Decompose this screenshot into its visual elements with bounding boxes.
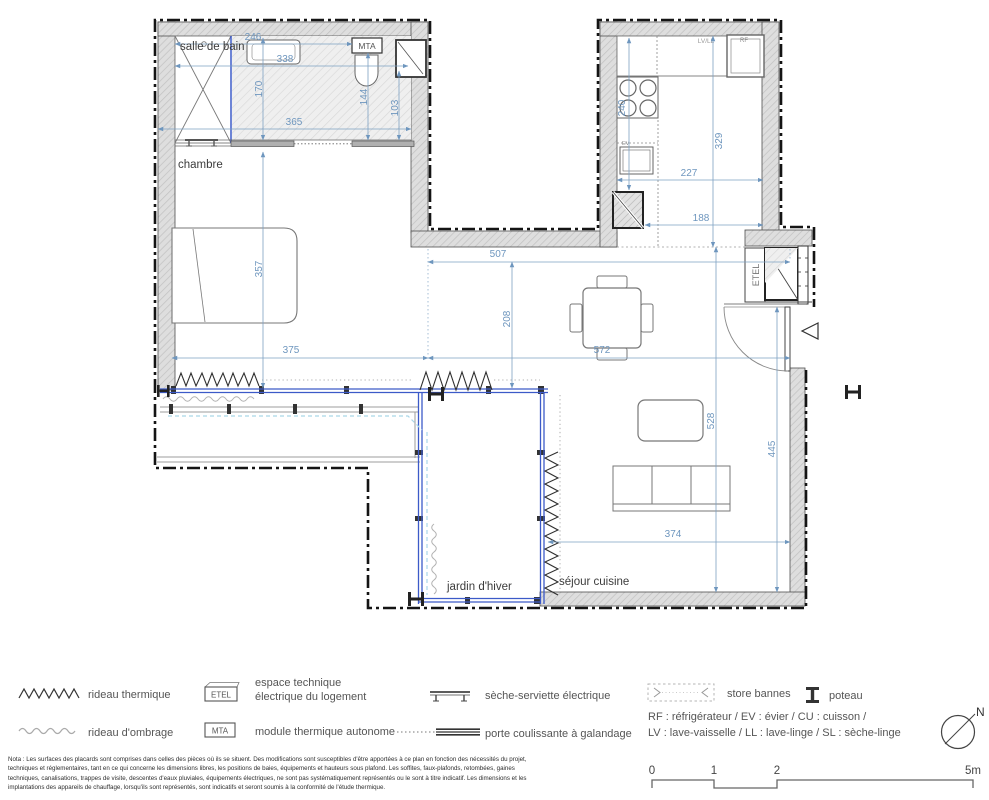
toilet-icon: [355, 55, 378, 86]
scale-0: 0: [648, 765, 656, 777]
scale-bar: [645, 762, 989, 796]
shade-curtains: [163, 397, 436, 594]
north-label: N: [976, 705, 985, 719]
legend-poteau: poteau: [829, 690, 863, 702]
dim-144: 144: [359, 88, 370, 106]
dim-170: 170: [254, 80, 265, 98]
entrance-arrow-icon: [802, 323, 818, 339]
dim-240: 240: [617, 99, 628, 117]
kitchen: [613, 35, 764, 247]
legend-porte-coulissante: porte coulissante à galandage: [485, 728, 632, 740]
abbreviation-line-1: RF : réfrigérateur / EV : évier / CU : cuisson /: [648, 711, 867, 723]
dim-375: 375: [282, 345, 300, 356]
dim-338: 338: [276, 54, 294, 65]
post-icon: [845, 385, 861, 399]
dim-227: 227: [680, 168, 698, 179]
sliding-door-legend-icon: [396, 726, 484, 738]
nota-line-2: techniques et réglementaires, tant en ce qui concerne les dimensions libres, les positions de baies, équipements et hauteurs sous plafond. Les soffites, faux-plafonds, retombées, gaines: [8, 765, 515, 773]
balcony: [157, 407, 420, 462]
etel-legend-icon: [203, 681, 243, 703]
sofa-icon: [613, 466, 730, 511]
legend-rideau-thermique: rideau thermique: [88, 689, 171, 701]
abbreviations: [648, 709, 901, 741]
dining-table-icon: [570, 276, 653, 360]
post-icon: [408, 592, 424, 606]
wall-alcove-top: [745, 230, 812, 246]
ev-label: EV: [622, 141, 630, 147]
duct-shaft-icon: [613, 192, 643, 228]
coffee-table-icon: [638, 400, 703, 441]
shade-curtain-legend-icon: [18, 725, 82, 737]
dim-365: 365: [285, 117, 303, 128]
room-label-jardin-dhiver: jardin d'hiver: [447, 581, 512, 593]
shade-curtain-icon: [163, 397, 254, 402]
door-swing-arc: [724, 307, 788, 371]
legend-rideau-ombrage: rideau d'ombrage: [88, 727, 174, 739]
legend-etel-desc: espace technique électrique du logement: [255, 677, 367, 703]
legend-seche-serviette: sèche-serviette électrique: [485, 690, 611, 702]
posts: [157, 385, 861, 606]
dim-329: 329: [714, 132, 725, 150]
glazing: [160, 389, 548, 604]
mta-legend-label: MTA: [211, 726, 229, 736]
dim-528: 528: [706, 412, 717, 430]
sink-icon: [620, 147, 653, 174]
scale-1: 1: [710, 765, 718, 777]
legend-mta-desc: module thermique autonome: [255, 726, 396, 738]
towel-dryer-legend-icon: [428, 687, 474, 703]
room-label-sejour-cuisine: séjour cuisine: [559, 576, 630, 588]
mta-label: MTA: [358, 41, 376, 51]
dim-507: 507: [489, 249, 507, 260]
etel-legend-label: ETEL: [210, 690, 232, 700]
dim-208: 208: [502, 310, 513, 328]
shaft-icon: [765, 248, 798, 300]
wall-north-right: [600, 22, 779, 36]
poteau-legend-icon: [804, 685, 822, 705]
room-label-salle-de-bain: salle de bain: [180, 41, 245, 53]
abbreviation-line-2: LV : lave-vaisselle / LL : lave-linge / SL : sèche-linge: [648, 727, 901, 739]
dim-445: 445: [767, 440, 778, 458]
lift-strip: [798, 246, 808, 304]
mta-legend-icon: [203, 721, 239, 739]
dim-572: 572: [593, 345, 611, 356]
facade-mullions: [169, 386, 545, 604]
room-label-chambre: chambre: [178, 159, 223, 171]
dim-188: 188: [692, 213, 710, 224]
wall-north-left: [158, 22, 428, 36]
thermal-curtain-legend-icon: [18, 687, 82, 701]
wall-south: [540, 592, 805, 606]
scale-5m: 5m: [965, 765, 981, 777]
legend-store-bannes: store bannes: [727, 688, 791, 700]
entrance-alcove: [724, 246, 818, 371]
thermal-curtain-icon: [176, 373, 259, 386]
dim-357: 357: [254, 260, 265, 278]
nota-line-4: implantations des appareils de chauffage, lorsqu'ils sont représentés, sont indicatifs et seront soumis à la conformité de l'étude thermique.: [8, 784, 386, 792]
bed-icon: [172, 228, 297, 323]
closet-icon: [396, 40, 426, 77]
nota-line-3: techniques, canalisations, trappes de visite, descentes d'eaux pluviales, équipements électriques, ne sont pas systématiquement représentés ou le sont à titre indicatif. Les dimensions et les: [8, 774, 527, 782]
etel-label: ETEL: [751, 263, 761, 287]
scale-2: 2: [773, 765, 781, 777]
thermal-curtain-icon: [545, 452, 558, 595]
dim-246: 246: [244, 32, 262, 43]
door-leaf: [785, 307, 790, 371]
shade-curtain-icon: [432, 524, 437, 594]
entrance-door: [724, 304, 806, 371]
nota-line-1: Nota : Les surfaces des placards sont comprises dans celles des pièces où ils se situent. Des modifications sont susceptibles d'être apportées à ce plan en fonction des nécessités du projet,: [8, 756, 527, 763]
store-bannes-legend-icon: [646, 682, 718, 704]
wall-notch-bottom: [411, 231, 617, 247]
dim-374: 374: [664, 529, 682, 540]
rf-label: RF: [740, 38, 748, 44]
dim-103: 103: [390, 99, 401, 117]
wall-east-lower: [790, 368, 805, 598]
nota-text: [8, 755, 526, 793]
lvll-label: LV/LL: [697, 38, 715, 45]
wall-west: [158, 22, 175, 390]
north-arrow-icon: [936, 702, 988, 754]
store-banne-lines: [168, 416, 427, 595]
